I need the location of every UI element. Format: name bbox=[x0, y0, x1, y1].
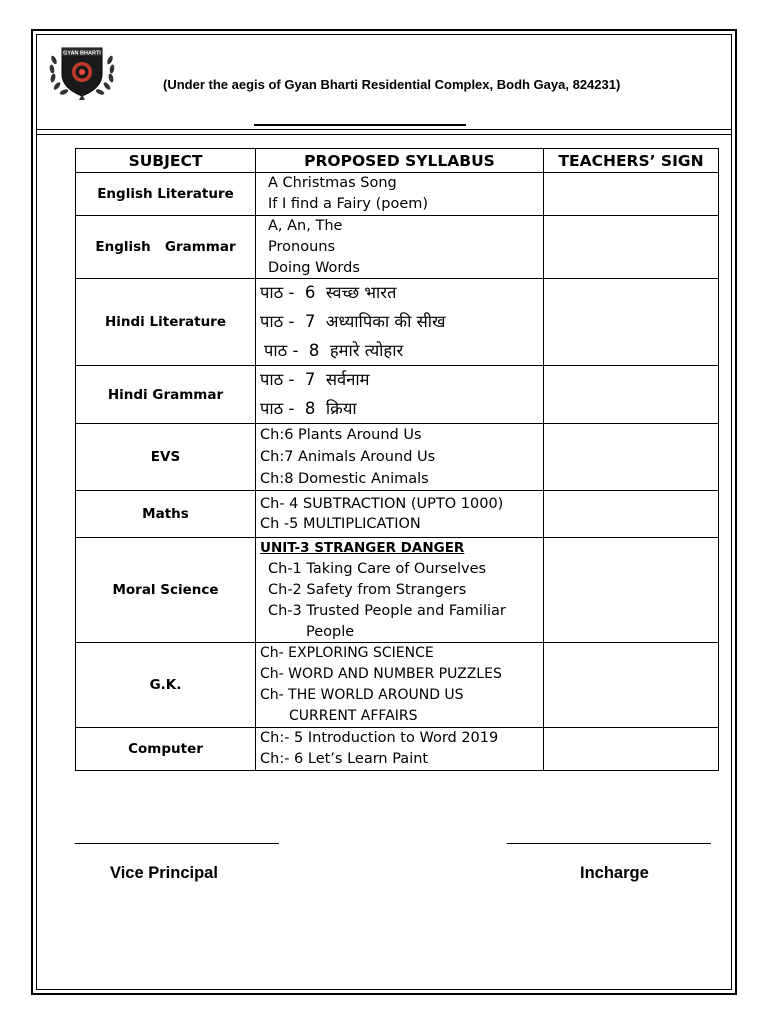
table-row bbox=[76, 491, 719, 538]
syllabus-line: A, An, The bbox=[268, 218, 343, 234]
syllabus-cell bbox=[256, 727, 544, 770]
table-row bbox=[76, 727, 719, 770]
syllabus-line: If I find a Fairy (poem) bbox=[268, 196, 429, 212]
syllabus-cell bbox=[256, 366, 544, 424]
table-header-row bbox=[76, 149, 719, 173]
teacher-sign-cell bbox=[544, 279, 719, 366]
teacher-sign-cell bbox=[544, 538, 719, 643]
syllabus-line: Ch- EXPLORING SCIENCE bbox=[260, 645, 434, 662]
syllabus-line: पाठ - 8 क्रिया bbox=[260, 398, 357, 418]
syllabus-cell bbox=[256, 279, 544, 366]
syllabus-cell bbox=[256, 643, 544, 727]
syllabus-cell bbox=[256, 538, 544, 643]
header-aegis-text: (Under the aegis of Gyan Bharti Residential Complex, Bodh Gaya, 824231) bbox=[163, 77, 621, 92]
vice-principal-signature-line bbox=[75, 843, 279, 844]
syllabus-cell bbox=[256, 424, 544, 491]
table-row bbox=[76, 424, 719, 491]
teacher-sign-cell bbox=[544, 491, 719, 538]
table-row bbox=[76, 216, 719, 279]
subject-cell: Hindi Literature bbox=[76, 279, 256, 366]
table-row bbox=[76, 643, 719, 727]
syllabus-line: Ch:7 Animals Around Us bbox=[260, 449, 436, 466]
unit-heading: UNIT-3 STRANGER DANGER bbox=[260, 540, 465, 557]
header-teachers-sign: TEACHERS’ SIGN bbox=[544, 149, 719, 173]
syllabus-line: पाठ - 7 अध्यापिका की सीख bbox=[260, 311, 446, 331]
teacher-sign-cell bbox=[544, 424, 719, 491]
syllabus-line: पाठ - 8 हमारे त्योहार bbox=[264, 340, 404, 360]
syllabus-line: CURRENT AFFAIRS bbox=[289, 707, 418, 724]
table-row bbox=[76, 279, 719, 366]
syllabus-line: Ch:6 Plants Around Us bbox=[260, 427, 422, 444]
teacher-sign-cell bbox=[544, 216, 719, 279]
syllabus-line: Doing Words bbox=[268, 259, 360, 276]
syllabus-line: Ch -5 MULTIPLICATION bbox=[260, 516, 421, 533]
syllabus-line: Ch:- 5 Introduction to Word 2019 bbox=[260, 729, 499, 746]
subject-cell: Maths bbox=[76, 491, 256, 538]
subject-cell: EVS bbox=[76, 424, 256, 491]
syllabus-line: पाठ - 6 स्वच्छ भारत bbox=[260, 283, 397, 303]
subject-cell: Computer bbox=[76, 727, 256, 770]
syllabus-line: A Christmas Song bbox=[268, 175, 397, 192]
syllabus-table bbox=[75, 148, 719, 771]
syllabus-cell bbox=[256, 216, 544, 279]
header-subject: SUBJECT bbox=[76, 149, 256, 173]
syllabus-line: People bbox=[306, 623, 355, 640]
subject-cell: English Literature bbox=[76, 173, 256, 216]
teacher-sign-cell bbox=[544, 643, 719, 727]
syllabus-line: Ch:8 Domestic Animals bbox=[260, 471, 429, 488]
incharge-signature-line bbox=[507, 843, 711, 844]
header-divider-second bbox=[37, 134, 731, 135]
teacher-sign-cell bbox=[544, 173, 719, 216]
syllabus-line: Ch- 4 SUBTRACTION (UPTO 1000) bbox=[260, 495, 504, 512]
teacher-sign-cell bbox=[544, 727, 719, 770]
subject-cell: Hindi Grammar bbox=[76, 366, 256, 424]
table-row bbox=[76, 366, 719, 424]
subject-cell: Moral Science bbox=[76, 538, 256, 643]
subject-cell: G.K. bbox=[76, 643, 256, 727]
syllabus-line: Ch- THE WORLD AROUND US bbox=[260, 686, 464, 703]
table-row bbox=[76, 538, 719, 643]
vice-principal-label: Vice Principal bbox=[110, 864, 218, 882]
header-divider bbox=[37, 129, 731, 130]
syllabus-line: Ch-3 Trusted People and Familiar bbox=[268, 602, 506, 619]
header-proposed-syllabus: PROPOSED SYLLABUS bbox=[256, 149, 544, 173]
syllabus-cell bbox=[256, 173, 544, 216]
syllabus-line: Ch-2 Safety from Strangers bbox=[268, 581, 467, 598]
syllabus-line: Pronouns bbox=[268, 238, 335, 255]
syllabus-cell bbox=[256, 491, 544, 538]
syllabus-line: पाठ - 7 सर्वनाम bbox=[260, 370, 370, 390]
logo-text: GYAN BHARTI bbox=[63, 50, 101, 57]
table-row bbox=[76, 173, 719, 216]
title-underline bbox=[254, 124, 466, 126]
school-logo bbox=[46, 38, 118, 102]
subject-cell: English Grammar bbox=[76, 216, 256, 279]
incharge-label: Incharge bbox=[580, 864, 649, 882]
teacher-sign-cell bbox=[544, 366, 719, 424]
syllabus-line: Ch-1 Taking Care of Ourselves bbox=[268, 561, 487, 578]
syllabus-line: Ch:- 6 Let’s Learn Paint bbox=[260, 750, 429, 767]
syllabus-line: Ch- WORD AND NUMBER PUZZLES bbox=[260, 666, 502, 683]
